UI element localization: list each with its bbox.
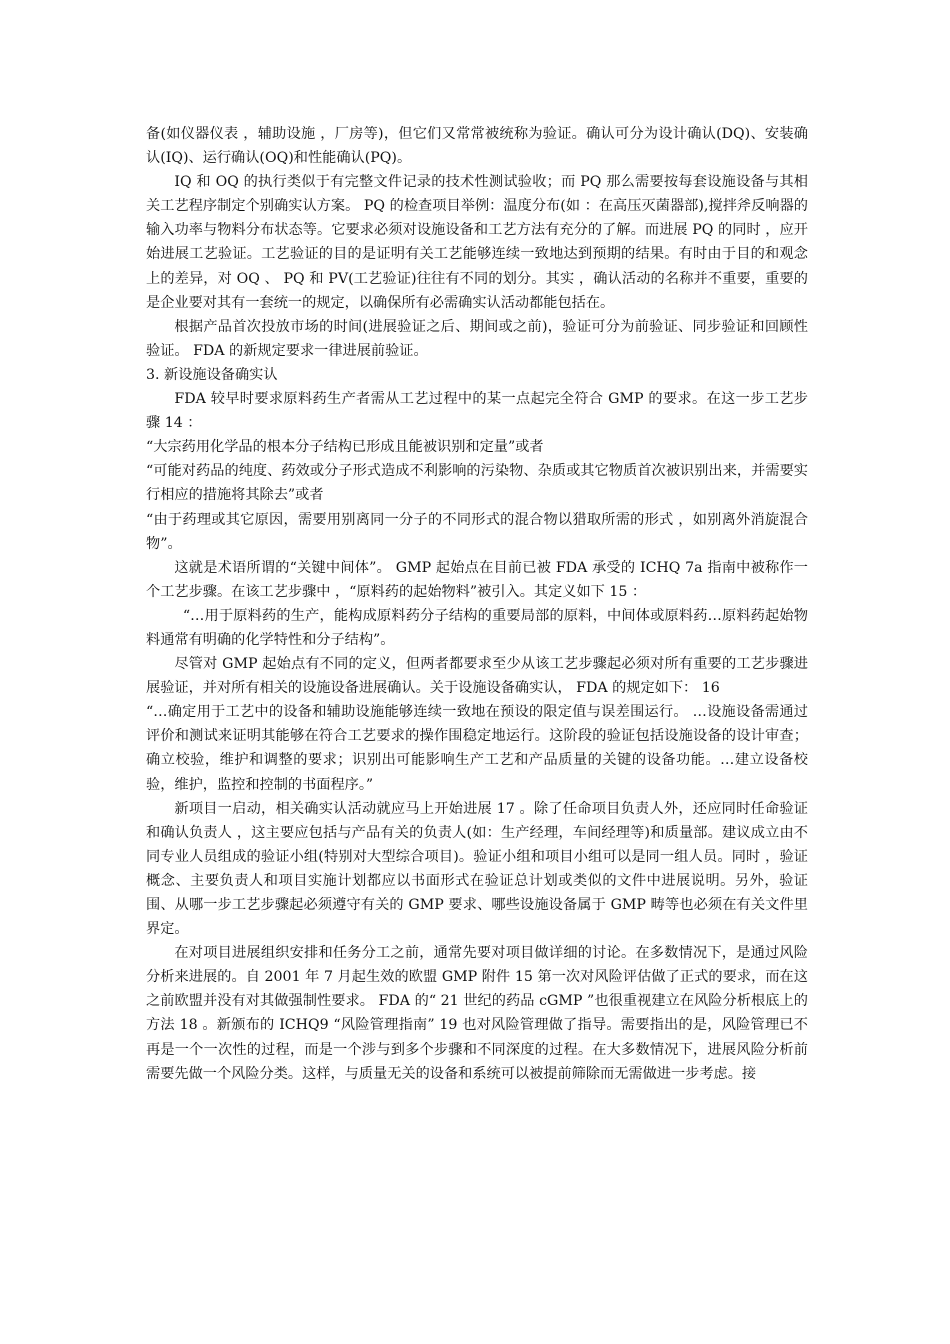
paragraph-6: 尽管对 GMP 起始点有不同的定义，但两者都要求至少从该工艺步骤起必须对所有重要的工艺步骤进展验证，并对所有相关的设施设备进展确认。关于设施设备确实认， FDA 的规定如下： 16 xyxy=(146,656,808,697)
quote-definition: “…用于原料药的生产，能构成原料药分子结构的重要局部的原料，中间体或原料药…原料药起始物料通常有明确的化学特性和分子结构”。 xyxy=(146,607,808,648)
paragraph-2: IQ 和 OQ 的执行类似于有完整文件记录的技术性测试验收；而 PQ 那么需要按每套设施设备与其相关工艺程序制定个别确实认方案。 PQ 的检查项目举例：温度分布(如 ：在高压灭菌器部),搅拌斧反响器的输入功率与物料分布状态等。它要求必须对设施设备和工艺方法有充分的了解。而进展 PQ 的同时 ，应开始进展工艺验证。工艺验证的目的是证明有关工艺能够连续一致地达到预期的结果。有时由于目的和观念上的差异，对 OQ 、 PQ 和 PV(工艺验证)往往有不同的划分。其实 ，确认活动的名称并不重要，重要的是企业要对其有一套统一的规定，以确保所有必需确实认活动都能包括在。 xyxy=(146,174,808,311)
paragraph-7: 新项目一启动，相关确实认活动就应马上开始进展 17 。除了任命项目负责人外，还应同时任命验证和确认负责人 ，这主要应包括与产品有关的负责人(如：生产经理，车间经理等)和质量部。建议成立由不同专业人员组成的验证小组(特别对大型综合项目)。验证小组和项目小组可以是同一组人员。同时 ，验证概念、主要负责人和项目实施计划都应以书面形式在验证总计划或类似的文件中进展说明。另外，验证围、从哪一步工艺步骤起必须遵守有关的 GMP 要求、哪些设施设备属于 GMP 畴等也必须在有关文件里界定。 xyxy=(146,800,808,938)
paragraph-4: FDA 较早时要求原料药生产者需从工艺过程中的某一点起完全符合 GMP 的要求。在这一步工艺步骤 14 ： xyxy=(146,391,808,432)
quote-3: “由于药理或其它原因，需要用别离同一分子的不同形式的混合物以猎取所需的形式 ，如别离外消旋混合物”。 xyxy=(146,511,808,552)
section-heading: 3. 新设施设备确实认 xyxy=(146,366,278,383)
paragraph-3: 根据产品首次投放市场的时间(进展验证之后、期间或之前)，验证可分为前验证、同步验证和回顾性验证。 FDA 的新规定要求一律进展前验证。 xyxy=(146,318,808,359)
quote-1: “大宗药用化学品的根本分子结构已形成且能被识别和定量”或者 xyxy=(146,439,544,456)
paragraph-8: 在对项目进展组织安排和任务分工之前，通常先要对项目做详细的讨论。在多数情况下，是通过风险分析来进展的。自 2001 年 7 月起生效的欧盟 GMP 附件 15 第一次对风险评估做了正式的要求，而在这之前欧盟并没有对其做强制性要求。 FDA 的“ 21 世纪的药品 cGMP ”也很重视建立在风险分析根底上的方法 18 。新颁布的 ICHQ9 “风险管理指南” 19 也对风险管理做了指导。需要指出的是，风险管理已不再是一个一次性的过程，而是一个涉与到多个步骤和不同深度的过程。在大多数情况下，进展风险分析前需要先做一个风险分类。这样，与质量无关的设备和系统可以被提前筛除而无需做进一步考虑。接 xyxy=(146,945,808,1082)
paragraph-1: 备(如仪器仪表 ，辅助设施 ，厂房等)，但它们又常常被统称为验证。确认可分为设计确认(DQ)、安装确认(IQ)、运行确认(OQ)和性能确认(PQ)。 xyxy=(146,126,808,167)
paragraph-5: 这就是术语所谓的“关键中间体”。 GMP 起始点在目前已被 FDA 承受的 ICHQ 7a 指南中被称作一个工艺步骤。在该工艺步骤中 ，“原料药的起始物料”被引入。其定义如下 15 ： xyxy=(146,559,808,600)
quote-2: “可能对药品的纯度、药效或分子形式造成不利影响的污染物、杂质或其它物质首次被识别出来，并需要实行相应的措施将其除去”或者 xyxy=(146,463,808,504)
quote-fda: “…确定用于工艺中的设备和辅助设施能够连续一致地在预设的限定值与误差围运行。 …设施设备需通过评价和测试来证明其能够在符合工艺要求的操作围稳定地运行。这阶段的验证包括设施设备的设计审查；确立校验，维护和调整的要求；识别出可能影响生产工艺和产品质量的关键的设备功能。…建立设备校验，维护，监控和控制的书面程序。” xyxy=(146,704,808,793)
document-page xyxy=(146,122,808,1086)
